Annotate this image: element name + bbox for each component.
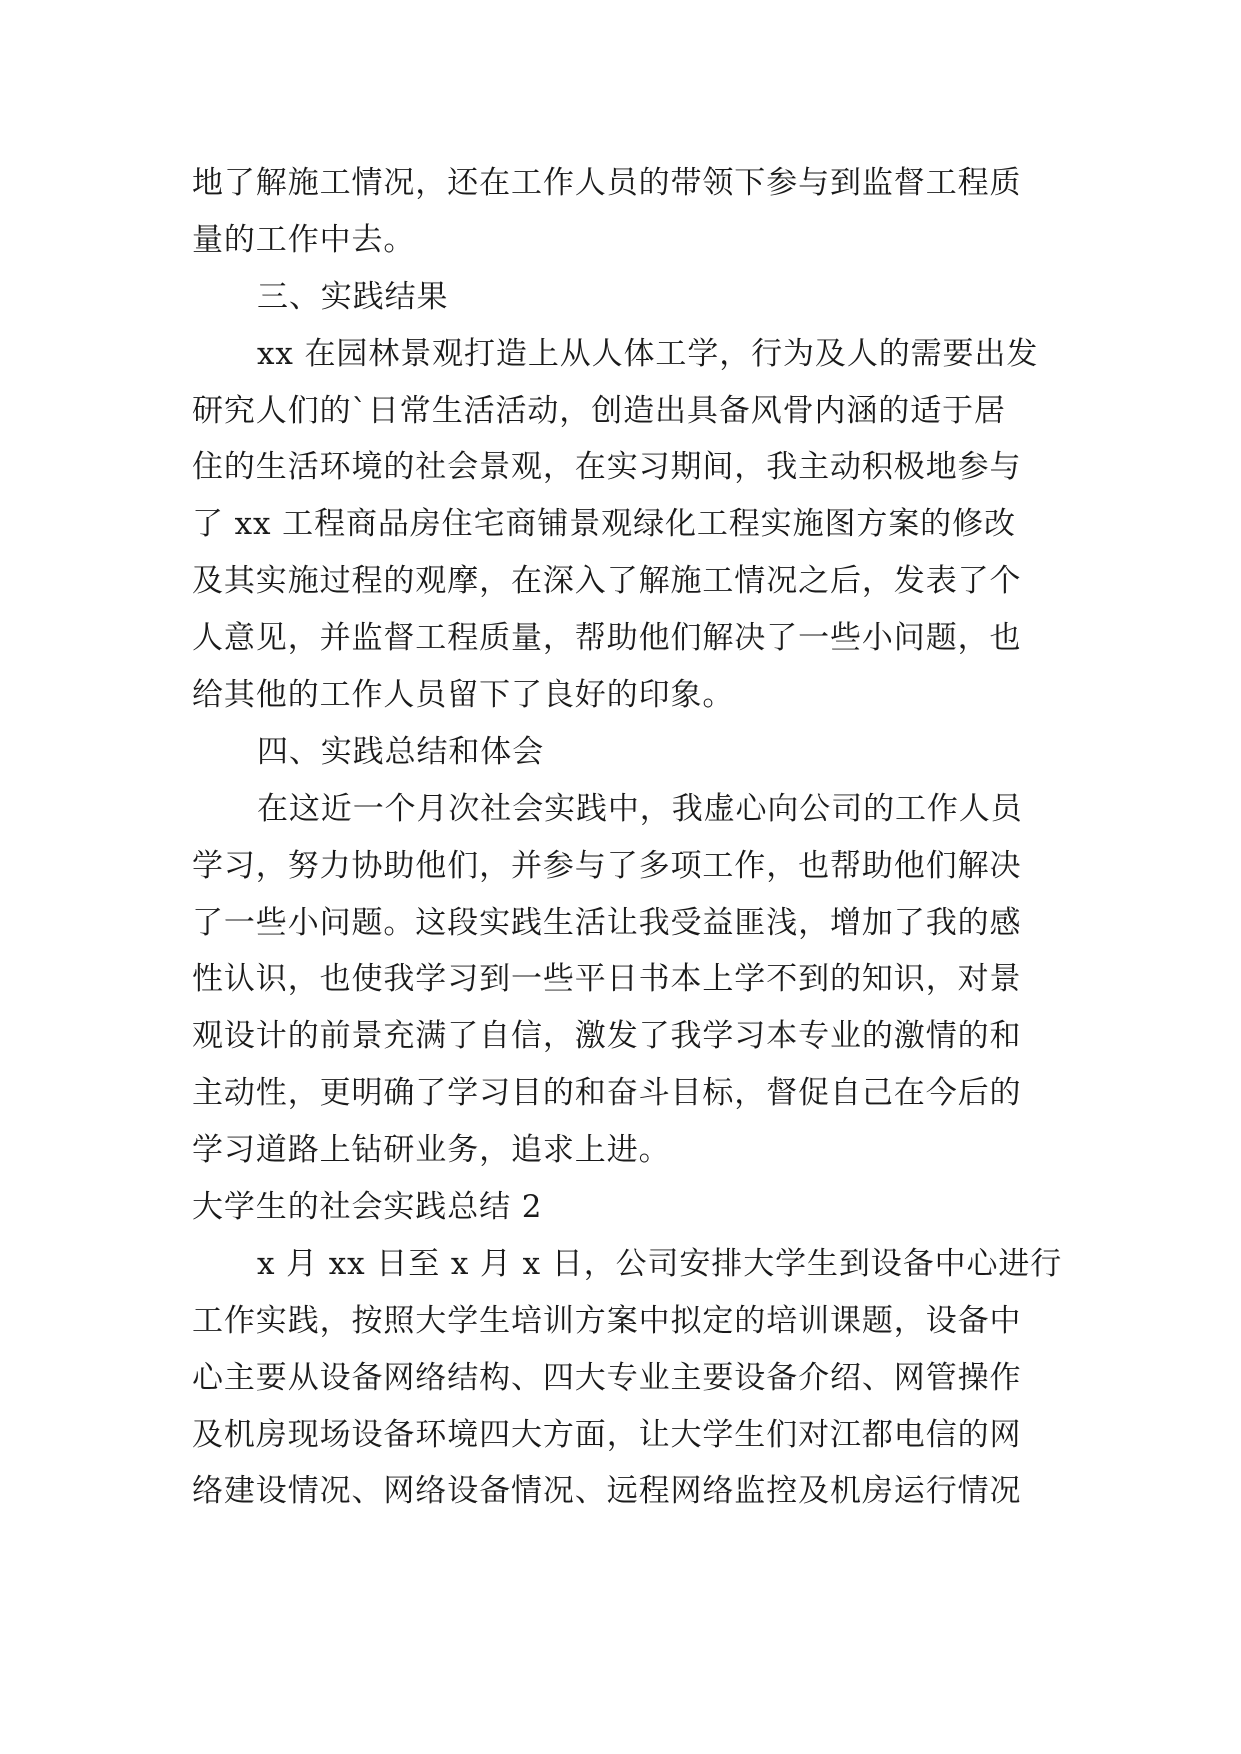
paragraph-line: 观设计的前景充满了自信，激发了我学习本专业的激情的和: [192, 1018, 1022, 1055]
paragraph-line: 及其实施过程的观摩，在深入了解施工情况之后，发表了个: [192, 563, 1022, 600]
paragraph-line: 络建设情况、网络设备情况、远程网络监控及机房运行情况: [192, 1473, 1022, 1510]
paragraph-line: xx 在园林景观打造上从人体工学，行为及人的需要出发: [257, 335, 1039, 372]
paragraph-line: 研究人们的`日常生活活动，创造出具备风骨内涵的适于居: [192, 392, 1006, 429]
paragraph-line: 了 xx 工程商品房住宅商铺景观绿化工程实施图方案的修改: [192, 506, 1016, 543]
paragraph-line: 人意见，并监督工程质量，帮助他们解决了一些小问题，也: [192, 620, 1022, 657]
paragraph-line: 性认识，也使我学习到一些平日书本上学不到的知识，对景: [192, 961, 1022, 998]
section-heading-summary: 四、实践总结和体会: [257, 733, 545, 770]
paragraph-line: 给其他的工作人员留下了良好的印象。: [192, 677, 735, 714]
paragraph-line: 学习，努力协助他们，并参与了多项工作，也帮助他们解决: [192, 847, 1022, 884]
document-subtitle: 大学生的社会实践总结 2: [192, 1189, 543, 1226]
document-body: [192, 155, 1063, 1520]
paragraph-line: 心主要从设备网络结构、四大专业主要设备介绍、网管操作: [192, 1359, 1022, 1396]
section-heading-results: 三、实践结果: [257, 278, 449, 315]
paragraph-line: 在这近一个月次社会实践中，我虚心向公司的工作人员: [257, 790, 1023, 827]
paragraph-line: 量的工作中去。: [192, 221, 416, 258]
paragraph-line: x 月 xx 日至 x 月 x 日，公司安排大学生到设备中心进行: [257, 1245, 1063, 1282]
paragraph-line: 地了解施工情况，还在工作人员的带领下参与到监督工程质: [192, 165, 1022, 201]
paragraph-line: 及机房现场设备环境四大方面，让大学生们对江都电信的网: [192, 1416, 1022, 1453]
paragraph-line: 主动性，更明确了学习目的和奋斗目标，督促自己在今后的: [192, 1075, 1022, 1112]
paragraph-line: 学习道路上钻研业务，追求上进。: [192, 1132, 671, 1169]
paragraph-line: 住的生活环境的社会景观，在实习期间，我主动积极地参与: [192, 449, 1022, 486]
paragraph-line: 工作实践，按照大学生培训方案中拟定的培训课题，设备中: [192, 1302, 1022, 1339]
paragraph-line: 了一些小问题。这段实践生活让我受益匪浅，增加了我的感: [192, 904, 1022, 941]
